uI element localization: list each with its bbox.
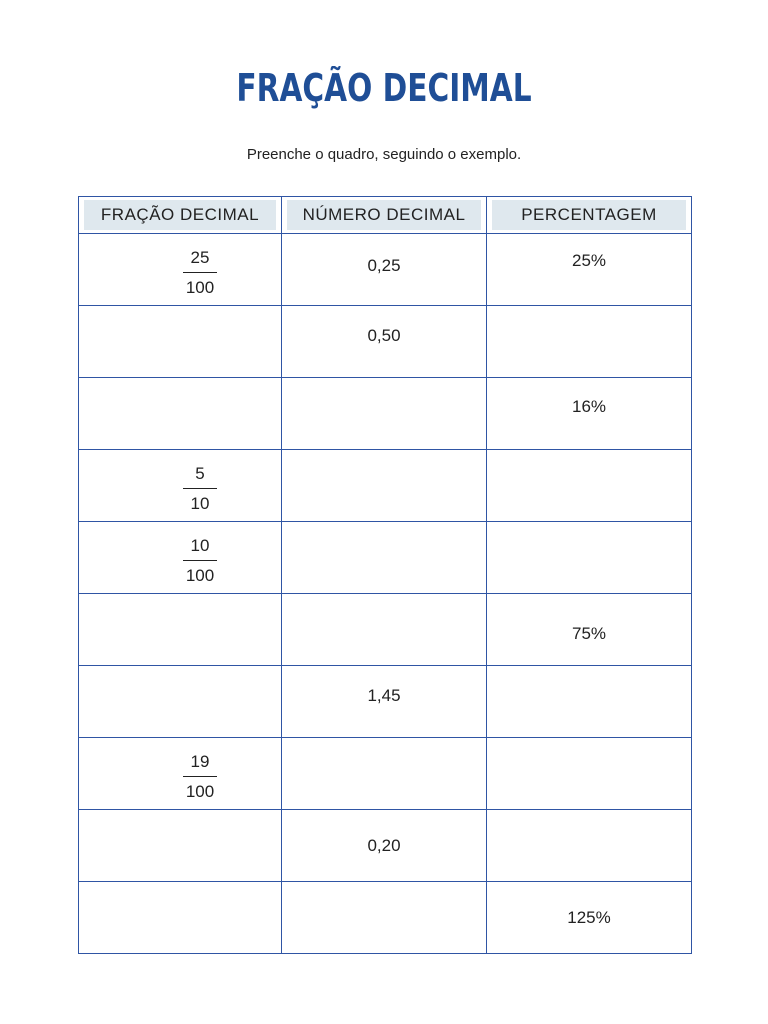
table-row: [79, 882, 692, 954]
decimal-cell[interactable]: [282, 882, 487, 954]
fraction-cell[interactable]: [79, 882, 282, 954]
percentage-cell[interactable]: [487, 378, 692, 450]
table-row: [79, 522, 692, 594]
percentage-value: 125%: [567, 908, 611, 927]
table-row: [79, 234, 692, 306]
fraction-denominator: 10: [190, 494, 210, 513]
fraction-denominator: 100: [185, 566, 215, 585]
table-row: [79, 810, 692, 882]
fraction-cell[interactable]: [79, 522, 282, 594]
fraction-cell[interactable]: [79, 810, 282, 882]
header-fraction-decimal: FRAÇÃO DECIMAL: [79, 197, 282, 234]
table-row: [79, 738, 692, 810]
decimal-cell[interactable]: [282, 234, 487, 306]
fraction-cell[interactable]: [79, 450, 282, 522]
fraction-numerator: 5: [183, 463, 217, 489]
fraction-cell[interactable]: [79, 666, 282, 738]
percentage-value: 16%: [571, 397, 607, 416]
fraction-table: [78, 196, 692, 954]
fraction-cell[interactable]: [79, 738, 282, 810]
decimal-value: 0,20: [367, 836, 401, 855]
fraction-denominator: 100: [185, 782, 215, 801]
fraction-value: [183, 247, 217, 299]
decimal-cell[interactable]: [282, 450, 487, 522]
fraction-cell[interactable]: [79, 594, 282, 666]
fraction-denominator: 100: [185, 278, 215, 297]
fraction-numerator: 25: [183, 247, 217, 273]
table-row: [79, 378, 692, 450]
instruction-text: Preenche o quadro, seguindo o exemplo.: [246, 146, 522, 163]
decimal-cell[interactable]: [282, 522, 487, 594]
table-row: [79, 306, 692, 378]
fraction-cell[interactable]: [79, 234, 282, 306]
percentage-value: 75%: [571, 624, 607, 643]
header-percentagem: PERCENTAGEM: [487, 197, 692, 234]
fraction-numerator: 19: [183, 751, 217, 777]
decimal-value: 0,50: [367, 326, 401, 345]
table-header-row: [79, 197, 692, 234]
percentage-cell[interactable]: [487, 450, 692, 522]
percentage-cell[interactable]: [487, 306, 692, 378]
percentage-cell[interactable]: [487, 882, 692, 954]
header-numero-decimal: NÚMERO DECIMAL: [282, 197, 487, 234]
decimal-cell[interactable]: [282, 666, 487, 738]
fraction-numerator: 10: [183, 535, 217, 561]
decimal-cell[interactable]: [282, 594, 487, 666]
percentage-cell[interactable]: [487, 234, 692, 306]
table-row: [79, 594, 692, 666]
fraction-value: [183, 751, 217, 803]
page-title: FRAÇÃO DECIMAL: [236, 66, 532, 110]
fraction-value: [183, 463, 217, 515]
percentage-cell[interactable]: [487, 738, 692, 810]
percentage-cell[interactable]: [487, 666, 692, 738]
percentage-value: 25%: [571, 251, 607, 270]
decimal-value: 1,45: [367, 686, 401, 705]
fraction-value: [183, 535, 217, 587]
percentage-cell[interactable]: [487, 810, 692, 882]
fraction-cell[interactable]: [79, 378, 282, 450]
decimal-cell[interactable]: [282, 378, 487, 450]
table-row: [79, 666, 692, 738]
percentage-cell[interactable]: [487, 594, 692, 666]
decimal-cell[interactable]: [282, 738, 487, 810]
decimal-cell[interactable]: [282, 306, 487, 378]
table-row: [79, 450, 692, 522]
decimal-value: 0,25: [367, 256, 401, 275]
fraction-cell[interactable]: [79, 306, 282, 378]
percentage-cell[interactable]: [487, 522, 692, 594]
decimal-cell[interactable]: [282, 810, 487, 882]
